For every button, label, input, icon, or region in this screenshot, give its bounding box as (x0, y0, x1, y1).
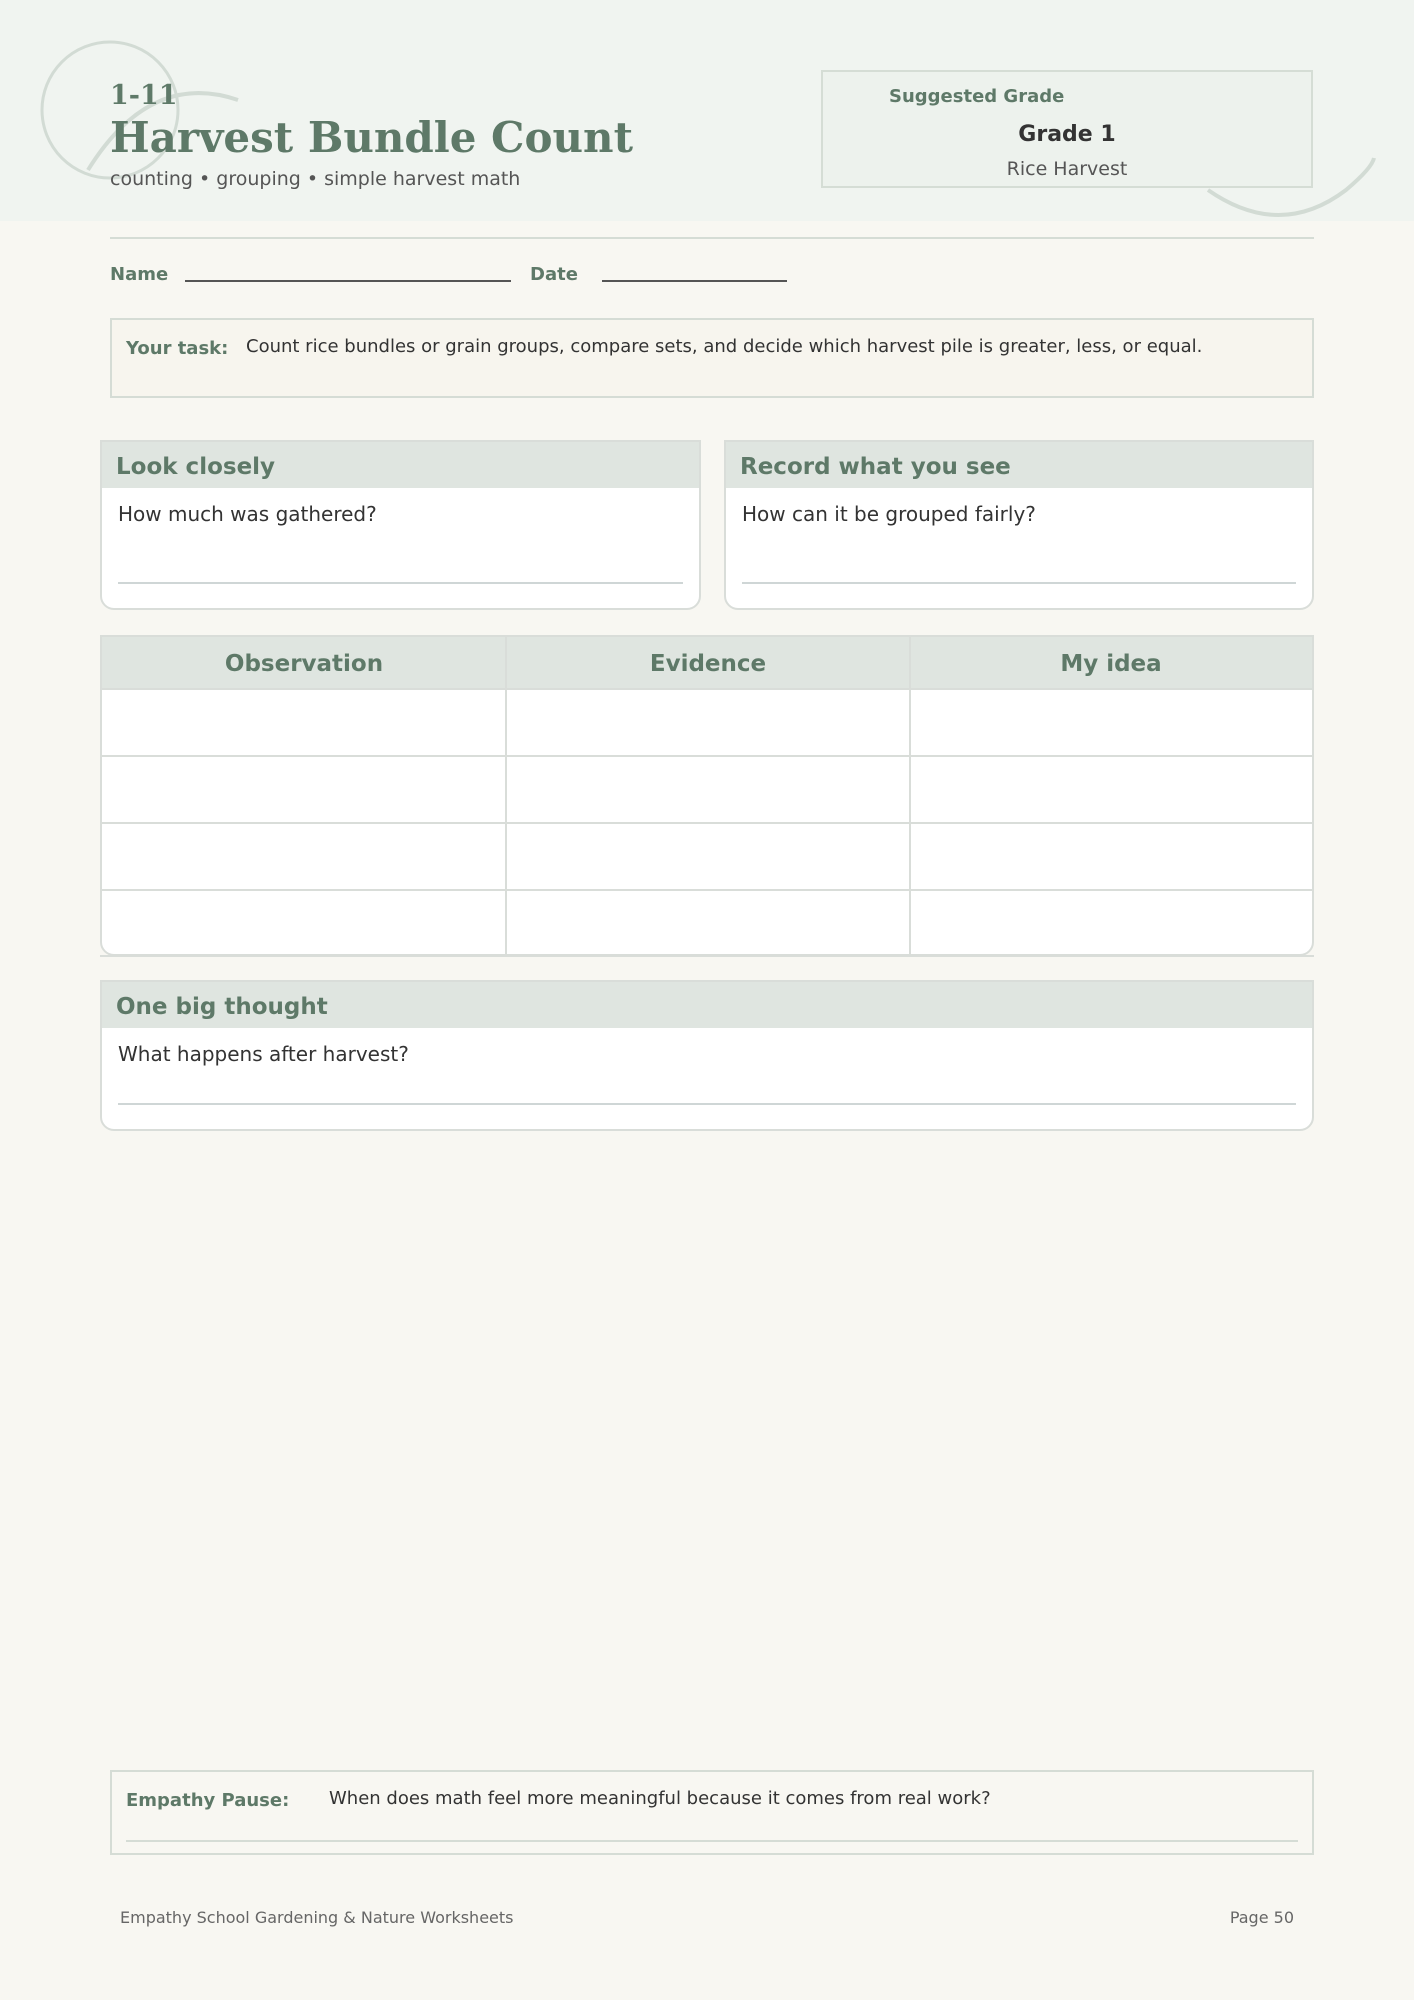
answer-line[interactable] (118, 1103, 1296, 1105)
column-header-evidence: Evidence (506, 637, 910, 689)
answer-line[interactable] (126, 1840, 1298, 1842)
page-subtitle: counting • grouping • simple harvest math (110, 168, 521, 190)
column-divider (505, 637, 507, 954)
look-closely-card (100, 440, 701, 610)
worksheet-id: 1-11 (110, 80, 178, 111)
row-divider (102, 688, 1312, 690)
date-field[interactable] (602, 280, 787, 282)
page-title: Harvest Bundle Count (110, 113, 633, 162)
grade-box (821, 70, 1313, 188)
card-title: One big thought (102, 982, 1312, 1028)
task-label: Your task: (126, 338, 229, 359)
empathy-text: When does math feel more meaningful because it comes from real work? (329, 1788, 991, 1809)
page-number: Page 50 (1229, 1908, 1294, 1927)
grade-label: Suggested Grade (889, 86, 1065, 107)
card-question: How much was gathered? (118, 502, 377, 526)
observation-table (100, 635, 1314, 956)
grade-value: Grade 1 (1018, 122, 1116, 147)
card-title: Record what you see (726, 442, 1312, 488)
row-divider (102, 889, 1312, 891)
row-divider (102, 822, 1312, 824)
grade-topic: Rice Harvest (1006, 158, 1128, 180)
row-divider (102, 755, 1312, 757)
empathy-label: Empathy Pause: (126, 1790, 290, 1811)
card-title: Look closely (102, 442, 699, 488)
column-header-observation: Observation (102, 637, 506, 689)
record-card (724, 440, 1314, 610)
name-field[interactable] (185, 280, 511, 282)
card-question: How can it be grouped fairly? (742, 502, 1036, 526)
big-thought-card (100, 980, 1314, 1131)
column-header-my-idea: My idea (910, 637, 1312, 689)
column-divider (909, 637, 911, 954)
task-box (110, 318, 1314, 398)
task-text: Count rice bundles or grain groups, compare sets, and decide which harvest pile is greater, less, or equal. (246, 336, 1203, 357)
answer-line[interactable] (118, 582, 683, 584)
empathy-pause-box (110, 1770, 1314, 1855)
footer-series-title: Empathy School Gardening & Nature Worksheets (120, 1908, 514, 1927)
card-question: What happens after harvest? (118, 1042, 409, 1066)
answer-line[interactable] (742, 582, 1296, 584)
date-label: Date (530, 264, 578, 285)
name-label: Name (110, 264, 169, 285)
header-divider (110, 237, 1314, 239)
table-underline (100, 955, 1314, 957)
